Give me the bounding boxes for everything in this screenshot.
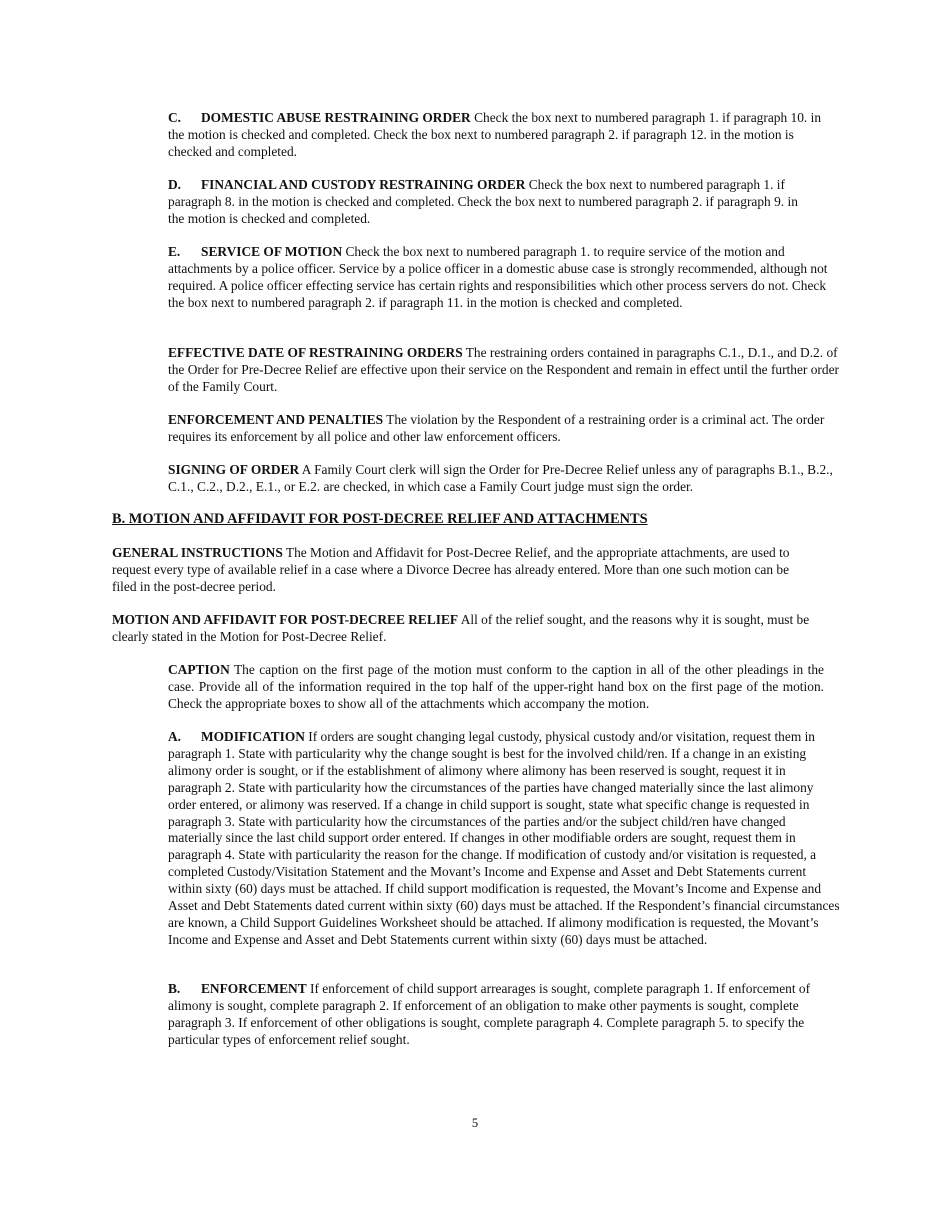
paragraph-general-instructions xyxy=(112,545,790,596)
paragraph-heading: MOTION AND AFFIDAVIT FOR POST-DECREE RELIEF xyxy=(112,612,459,627)
paragraph-text: If orders are sought changing legal custody, physical custody and/or visitation, request them in paragraph 1. State with particularity why the change sought is best for the involved child/ren. If a change in an existing alimony order is sought, or if the establishment of alimony where alimony has been reserved is sought, request it in paragraph 2. State with particularity how the circumstances of the parties have changed materially since the last alimony order entered, or alimony was reserved. If a change in child support is sought, state what specific change is requested in paragraph 3. State with particularity how the circumstances of the parties and/or the subject child/ren have changed materially since the last child support order entered. If changes in other modifiable orders are sought, request them in paragraph 4. State with particularity the reason for the change. If modification of custody and/or visitation is requested, a completed Custody/Visitation Statement and the Movant’s Income and Expense and Asset and Debt Statements current within sixty (60) days must be attached. If child support modification is requested, the Movant’s Income and Expense and Asset and Debt Statements dated current within sixty (60) days must be attached. If the Respondent’s financial circumstances are known, a Child Support Guidelines Worksheet should be attached. If alimony modification is requested, the Movant’s Income and Expense and Asset and Debt Statements current within sixty (60) days must be attached. xyxy=(168,729,840,947)
paragraph-text: All of the relief sought, and the reasons why it is sought, must be clearly stated in the Motion for Post-Decree Relief. xyxy=(112,612,810,644)
paragraph-enforcement-penalties xyxy=(168,412,840,446)
paragraph-heading: FINANCIAL AND CUSTODY RESTRAINING ORDER xyxy=(201,177,526,192)
paragraph-c-domestic-abuse xyxy=(168,110,840,161)
paragraph-caption xyxy=(168,662,824,713)
paragraph-label: B. xyxy=(168,981,181,996)
paragraph-e-service-of-motion xyxy=(168,244,830,312)
paragraph-heading: DOMESTIC ABUSE RESTRAINING ORDER xyxy=(201,110,471,125)
paragraph-text: The caption on the first page of the motion must conform to the caption in all of the other pleadings in the case. Provide all of the information required in the top half of the upper-right hand box on the first page of the motion. Check the appropriate boxes to show all of the attachments which accompany the motion. xyxy=(168,662,824,711)
page-number: 5 xyxy=(471,1116,479,1130)
paragraph-motion-affidavit xyxy=(112,612,812,646)
paragraph-heading: SERVICE OF MOTION xyxy=(201,244,343,259)
paragraph-text: If enforcement of child support arrearages is sought, complete paragraph 1. If enforcement of alimony is sought, complete paragraph 2. If enforcement of an obligation to make other payments is sought, complete paragraph 3. If enforcement of other obligations is sought, complete paragraph 4. Complete paragraph 5. to specify the particular types of enforcement relief sought. xyxy=(168,981,811,1047)
paragraph-text: The violation by the Respondent of a restraining order is a criminal act. The order requires its enforcement by all police and other law enforcement officers. xyxy=(168,412,825,444)
paragraph-signing-of-order xyxy=(168,462,840,496)
paragraph-heading: SIGNING OF ORDER xyxy=(168,462,300,477)
paragraph-heading: CAPTION xyxy=(168,662,230,677)
paragraph-label: C. xyxy=(168,110,182,125)
paragraph-text: Check the box next to numbered paragraph 1. if paragraph 8. in the motion is checked and completed. Check the box next to numbered paragraph 2. if paragraph 9. in the motion is checked and completed. xyxy=(168,177,798,226)
paragraph-text: The restraining orders contained in paragraphs C.1., D.1., and D.2. of the Order for Pre-Decree Relief are effective upon their service on the Respondent and remain in effect until the further order of the Family Court. xyxy=(168,345,839,394)
paragraph-label: A. xyxy=(168,729,182,744)
paragraph-d-financial-custody xyxy=(168,177,798,228)
paragraph-effective-date xyxy=(168,345,840,396)
paragraph-heading: EFFECTIVE DATE OF RESTRAINING ORDERS xyxy=(168,345,463,360)
paragraph-text: The Motion and Affidavit for Post-Decree Relief, and the appropriate attachments, are used to request every type of available relief in a case where a Divorce Decree has already entered. More than one such motion can be filed in the post-decree period. xyxy=(112,545,790,594)
section-b-heading: B. MOTION AND AFFIDAVIT FOR POST-DECREE RELIEF AND ATTACHMENTS xyxy=(112,511,648,527)
paragraph-heading: GENERAL INSTRUCTIONS xyxy=(112,545,283,560)
paragraph-heading: MODIFICATION xyxy=(201,729,305,744)
paragraph-text: Check the box next to numbered paragraph 1. to require service of the motion and attachments by a police officer. Service by a police officer in a domestic abuse case is strongly recommended, although not required. A police officer effecting service has certain rights and responsibilities which other process servers do not. Check the box next to numbered paragraph 2. if paragraph 11. in the motion is checked and completed. xyxy=(168,244,828,310)
paragraph-heading: ENFORCEMENT xyxy=(201,981,307,996)
paragraph-label: D. xyxy=(168,177,182,192)
paragraph-heading: ENFORCEMENT AND PENALTIES xyxy=(168,412,384,427)
paragraph-label: E. xyxy=(168,244,181,259)
paragraph-text: A Family Court clerk will sign the Order for Pre-Decree Relief unless any of paragraphs B.1., B.2., C.1., C.2., D.2., E.1., or E.2. are checked, in which case a Family Court judge must sign the order. xyxy=(168,462,833,494)
paragraph-b-enforcement xyxy=(168,981,836,1049)
paragraph-a-modification xyxy=(168,729,840,949)
paragraph-text: Check the box next to numbered paragraph 1. if paragraph 10. in the motion is checked and completed. Check the box next to numbered paragraph 2. if paragraph 12. in the motion is checked and completed. xyxy=(168,110,822,159)
